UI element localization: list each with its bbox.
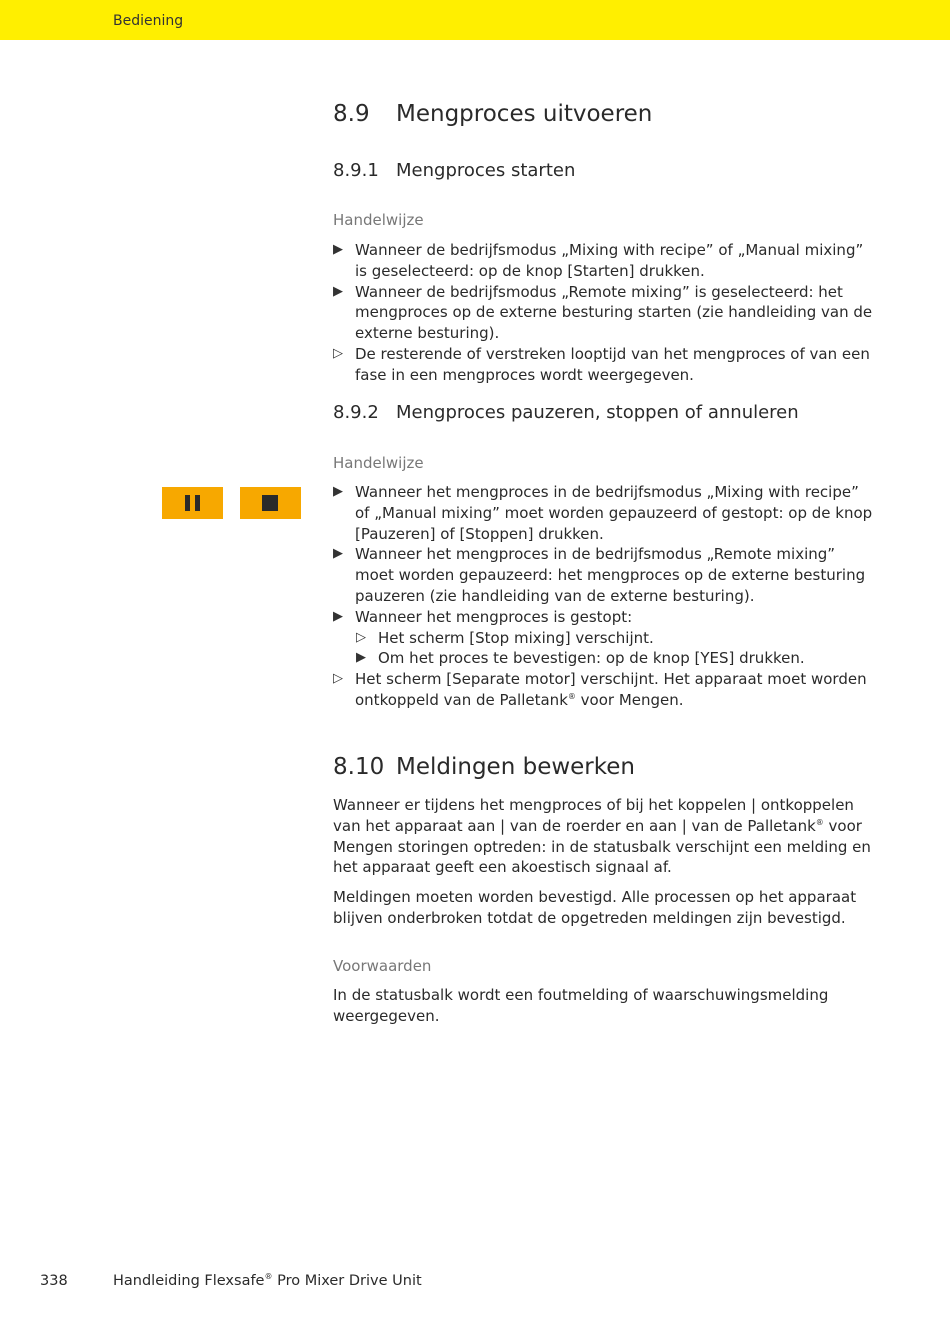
- heading-title: Mengproces pauzeren, stoppen of annuleren: [396, 402, 799, 423]
- document-title: Handleiding Flexsafe® Pro Mixer Drive Unit: [113, 1272, 422, 1289]
- step-text: De resterende of verstreken looptijd van het mengproces of van een fase in een mengproces wordt weergegeven.: [355, 344, 870, 384]
- step-text: Wanneer de bedrijfsmodus „Remote mixing” is geselecteerd: het mengproces op de externe besturing starten (zie handleiding van de externe besturing).: [355, 282, 873, 343]
- heading-8-10: [333, 754, 635, 780]
- action-marker-icon: ▶: [333, 283, 343, 299]
- section-title: Bediening: [113, 13, 184, 29]
- step-text: Het scherm [Stop mixing] verschijnt.: [378, 628, 654, 647]
- page-number: 338: [40, 1273, 68, 1289]
- heading-8-9-2: [333, 402, 799, 423]
- stop-button-graphic: [240, 487, 301, 519]
- heading-title: Meldingen bewerken: [396, 754, 635, 780]
- step-text: Wanneer het mengproces is gestopt:: [355, 607, 633, 626]
- conditions-label: Voorwaarden: [333, 957, 432, 975]
- step-text: Wanneer het mengproces in de bedrijfsmodus „Remote mixing” moet worden gepauzeerd: het mengproces op de externe besturing pauzeren (zie handleiding van de externe besturing).: [355, 545, 866, 605]
- step-item: [333, 282, 873, 344]
- heading-number: 8.9.2: [333, 402, 379, 423]
- action-marker-icon: ▶: [333, 484, 343, 499]
- result-marker-icon: ▷: [356, 629, 366, 645]
- heading-number: 8.9.1: [333, 160, 379, 181]
- sub-step-item: [333, 628, 873, 649]
- paragraph: In de statusbalk wordt een foutmelding of waarschuwingsmelding weergegeven.: [333, 986, 829, 1025]
- step-item: [333, 344, 873, 386]
- result-marker-icon: ▷: [333, 345, 343, 361]
- step-text: Wanneer het mengproces in de bedrijfsmodus „Mixing with recipe” of „Manual mixing” moet worden gepauzeerd of gestopt: op de knop [Pauzeren] of [Stoppen] drukken.: [355, 483, 873, 543]
- pause-button-graphic: [162, 487, 223, 519]
- step-item: [333, 482, 873, 544]
- procedure-label: Handelwijze: [333, 454, 424, 472]
- action-marker-icon: ▶: [333, 546, 343, 562]
- result-marker-icon: ▷: [333, 671, 343, 687]
- heading-number: 8.10: [333, 754, 385, 780]
- heading-number: 8.9: [333, 101, 370, 127]
- step-list: [333, 482, 873, 711]
- step-item: [333, 544, 873, 606]
- action-marker-icon: ▶: [333, 608, 343, 624]
- paragraph: Meldingen moeten worden bevestigd. Alle processen op het apparaat blijven onderbroken totdat de opgetreden meldingen zijn bevestigd.: [333, 888, 857, 927]
- action-marker-icon: ▶: [356, 650, 366, 666]
- sub-step-item: [333, 648, 873, 669]
- stop-icon: [262, 495, 278, 511]
- step-text: Wanneer de bedrijfsmodus „Mixing with recipe” of „Manual mixing” is geselecteerd: op de knop [Starten] drukken.: [355, 241, 864, 280]
- step-list: [333, 240, 873, 386]
- step-item: [333, 669, 873, 711]
- step-item: [333, 240, 873, 282]
- heading-title: Mengproces starten: [396, 160, 576, 181]
- procedure-label: Handelwijze: [333, 211, 424, 229]
- heading-8-9: [333, 101, 652, 127]
- step-text: Het scherm [Separate motor] verschijnt. Het apparaat moet worden ontkoppeld van de Palletank® voor Mengen.: [355, 670, 867, 709]
- paragraph: Wanneer er tijdens het mengproces of bij het koppelen | ontkoppelen van het apparaat aan | van de roerder en aan | van de Palletank® voor Mengen storingen optreden: in de statusbalk verschijnt een melding en het apparaat geeft een akoestisch signaal af.: [333, 796, 871, 877]
- header-bar: [0, 0, 950, 40]
- step-text: Om het proces te bevestigen: op de knop [YES] drukken.: [378, 649, 805, 668]
- step-item: [333, 607, 873, 628]
- action-marker-icon: ▶: [333, 242, 343, 257]
- heading-title: Mengproces uitvoeren: [396, 101, 653, 127]
- heading-8-9-1: [333, 160, 575, 181]
